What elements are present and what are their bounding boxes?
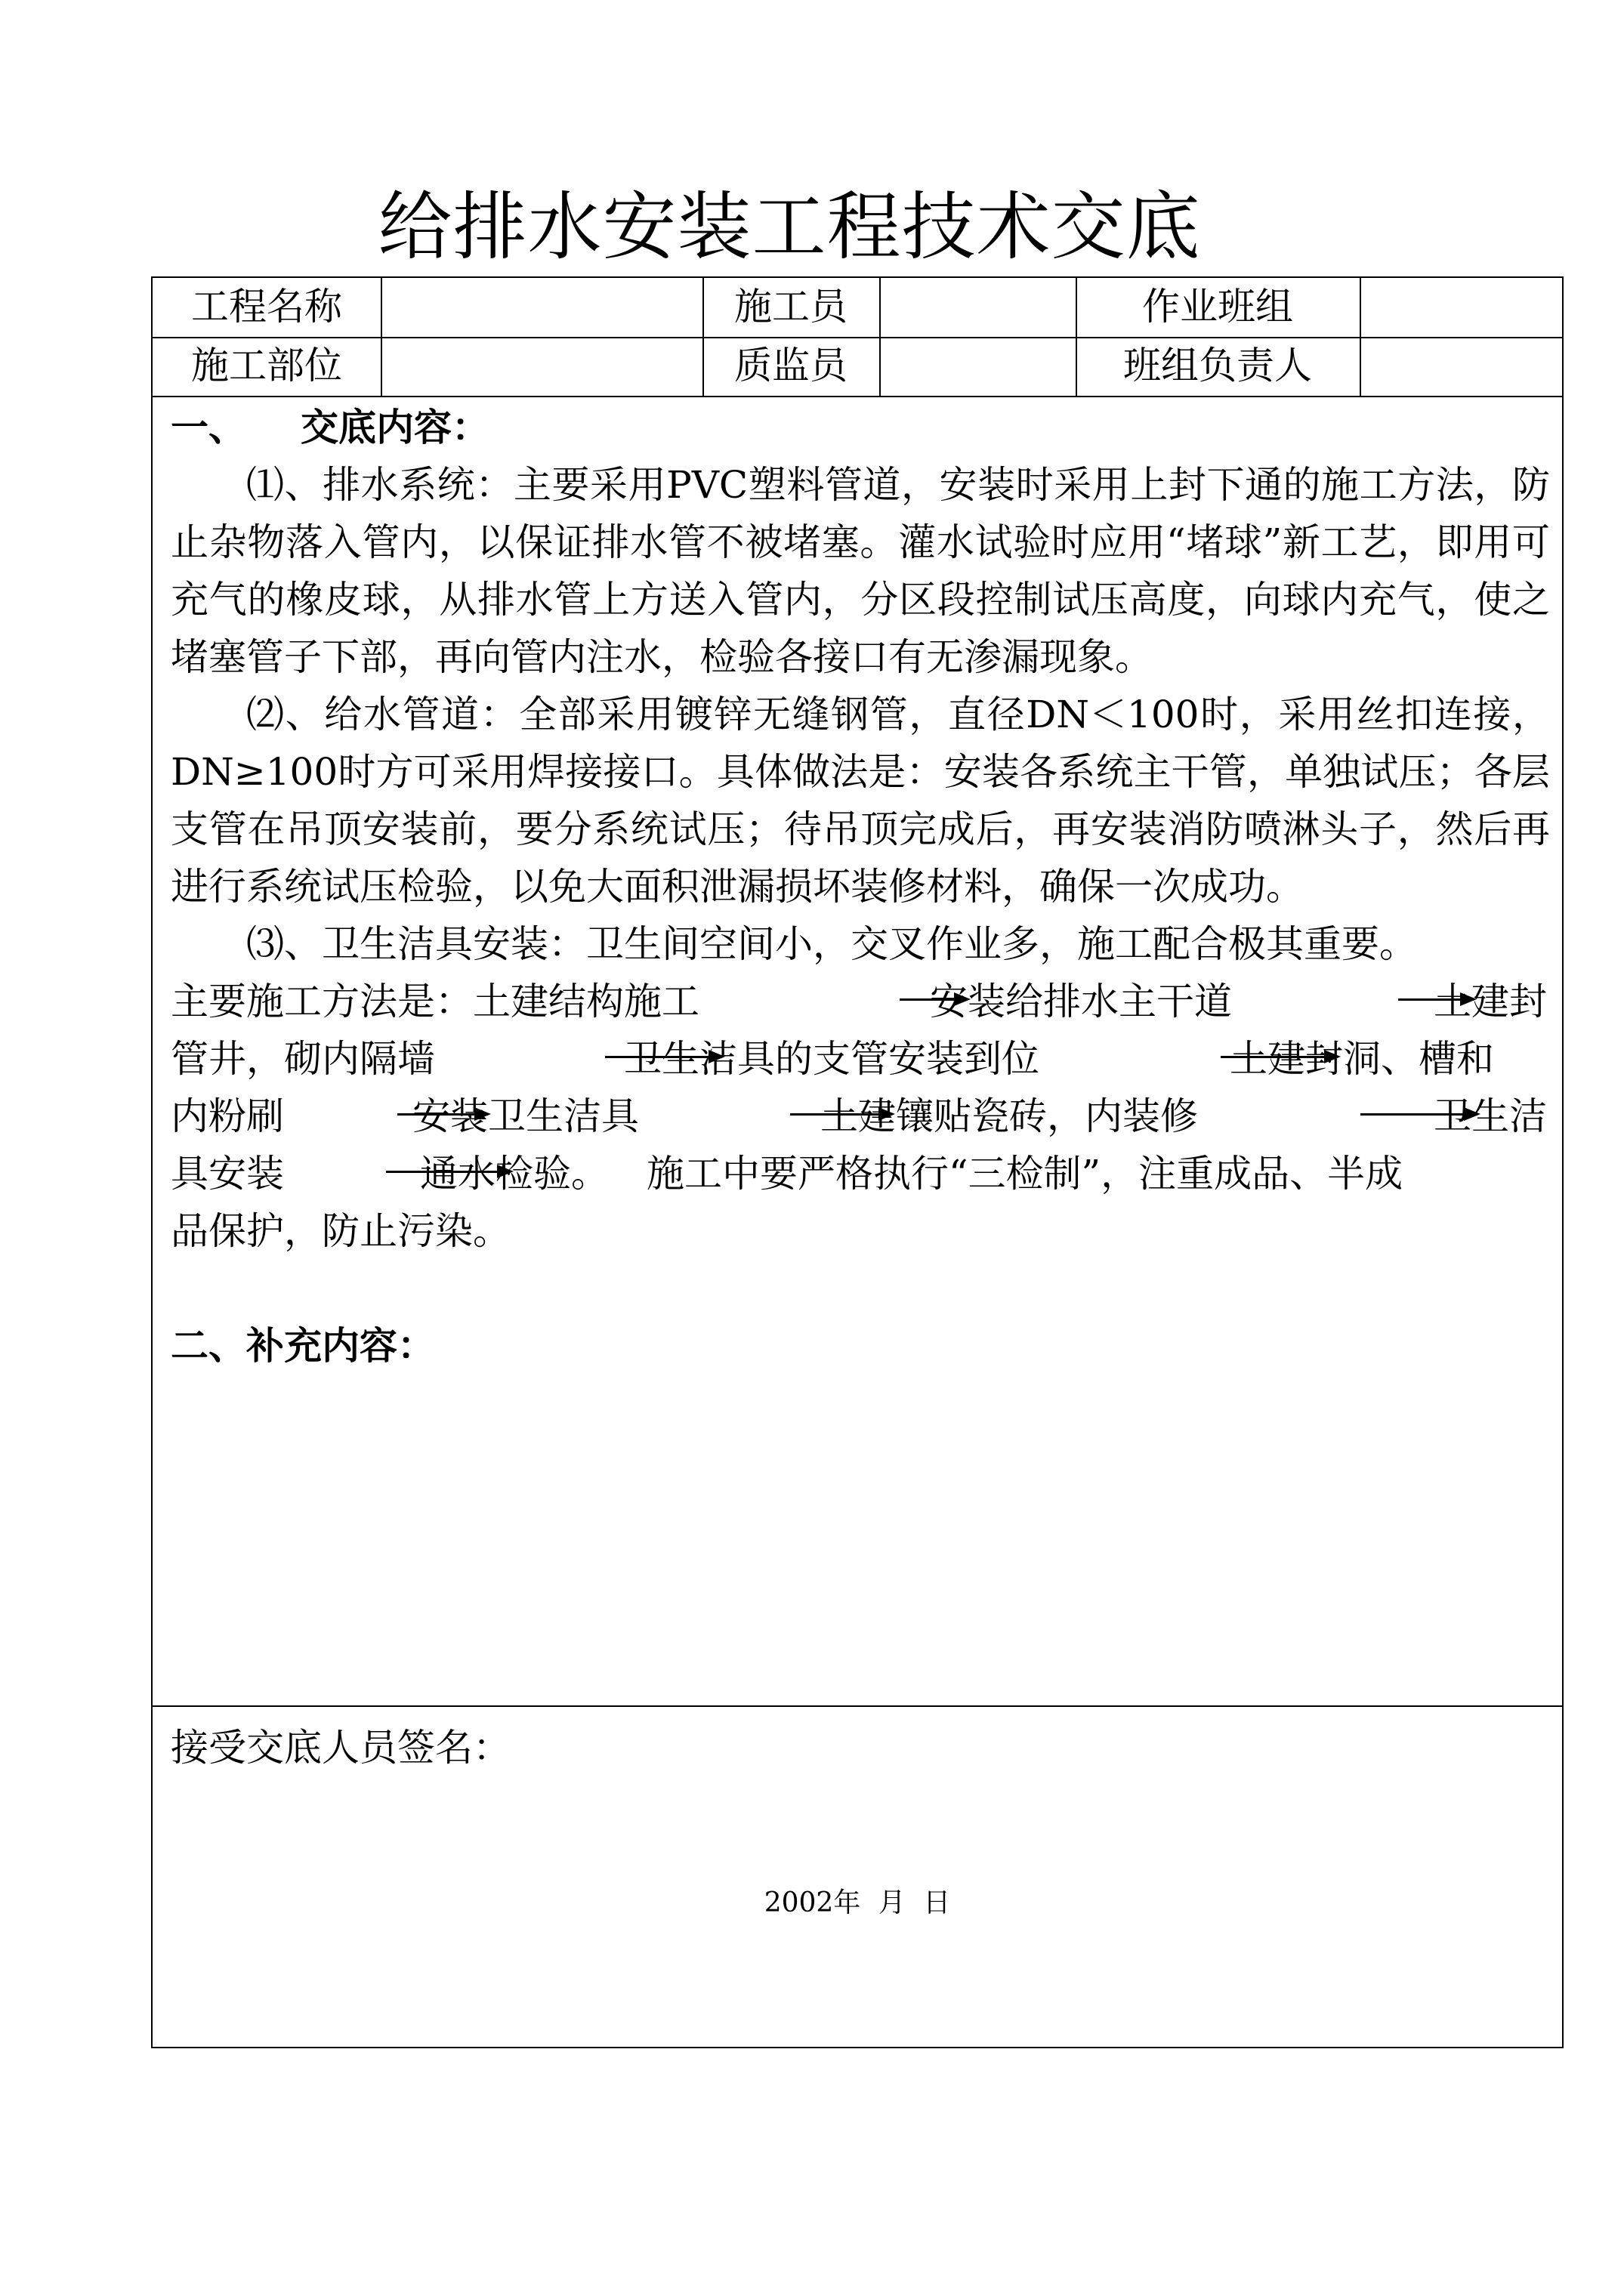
row-divider: [153, 396, 1562, 397]
document-title: 给排水安装工程技术交底: [378, 184, 1201, 270]
section-1-title: 交底内容：: [301, 405, 489, 449]
flow-lead-text: 主要施工方法是：: [171, 980, 473, 1023]
paragraph-water-supply: ⑵、给水管道：全部采用镀锌无缝钢管，直径DN＜100时，采用丝扣连接，DN≥100时方可采用焊接接口。具体做法是：安装各系统主干管，单独试压；各层支管在吊顶安装前，要分系统试压；待吊顶完成后，再安装消防喷淋头子，然后再进行系统试压检验，以免大面积泄漏损坏装修材料，确保一次成功。: [171, 693, 1550, 909]
flow-step-part: 卫生洁: [1434, 1094, 1547, 1138]
col-divider: [381, 278, 382, 396]
flow-tail-text: 施工中要严格执行“三检制”，注重成品、半成: [647, 1152, 1403, 1196]
disclosure-content: [171, 399, 1550, 1375]
flow-tail-text: 品保护，防止污染。: [171, 1209, 511, 1253]
constructor-label: 施工员: [734, 285, 848, 329]
work-team-label: 作业班组: [1142, 285, 1293, 329]
flow-step: 安装给排水主干道: [930, 980, 1232, 1023]
paragraph-sanitary-intro: ⑶、卫生洁具安装：卫生间空间小，交叉作业多，施工配合极其重要。: [246, 922, 1417, 966]
date-month: 月: [878, 1887, 906, 1918]
project-name-label: 工程名称: [191, 285, 342, 329]
flow-step: 通水检验。: [420, 1152, 609, 1196]
paragraph-drainage: ⑴、排水系统：主要采用PVC塑料管道，安装时采用上封下通的施工方法，防止杂物落入管内，以保证排水管不被堵塞。灌水试验时应用“堵球”新工艺，即用可充气的橡皮球，从排水管上方送入管内，分区段控制试压高度，向球内充气，使之堵塞管子下部，再向管内注水，检验各接口有无渗漏现象。: [171, 463, 1550, 679]
disclosure-form: [151, 276, 1564, 2048]
flow-step-part: 内粉刷: [171, 1094, 284, 1138]
flow-step-part: 土建封: [1434, 980, 1547, 1023]
flow-step-part: 具安装: [171, 1152, 284, 1196]
date-year: 2002年: [764, 1887, 861, 1918]
col-divider: [1360, 278, 1361, 396]
row-divider: [153, 1705, 1562, 1707]
section-2-heading: 二、补充内容：: [171, 1323, 435, 1368]
flow-step: 卫生洁具的支管安装到位: [624, 1037, 1039, 1081]
construction-part-label: 施工部位: [191, 344, 342, 387]
section-1-number: 一、: [171, 405, 246, 449]
flow-step: 土建结构施工: [473, 980, 699, 1023]
signature-label: 接受交底人员签名：: [171, 1726, 511, 1770]
date-day: 日: [923, 1887, 951, 1918]
team-leader-label: 班组负责人: [1123, 344, 1312, 387]
flow-step-part: 管井，砌内隔墙: [171, 1037, 435, 1081]
flow-step: 土建镶贴瓷砖，内装修: [820, 1094, 1198, 1138]
col-divider: [879, 278, 881, 396]
section-1-heading: [171, 399, 1550, 456]
flow-step: 安装卫生洁具: [412, 1094, 639, 1138]
signature-date: [153, 1881, 1562, 1926]
construction-flow: [171, 973, 1550, 1260]
quality-inspector-label: 质监员: [734, 344, 848, 387]
flow-step-part: 土建封洞、槽和: [1230, 1037, 1494, 1081]
